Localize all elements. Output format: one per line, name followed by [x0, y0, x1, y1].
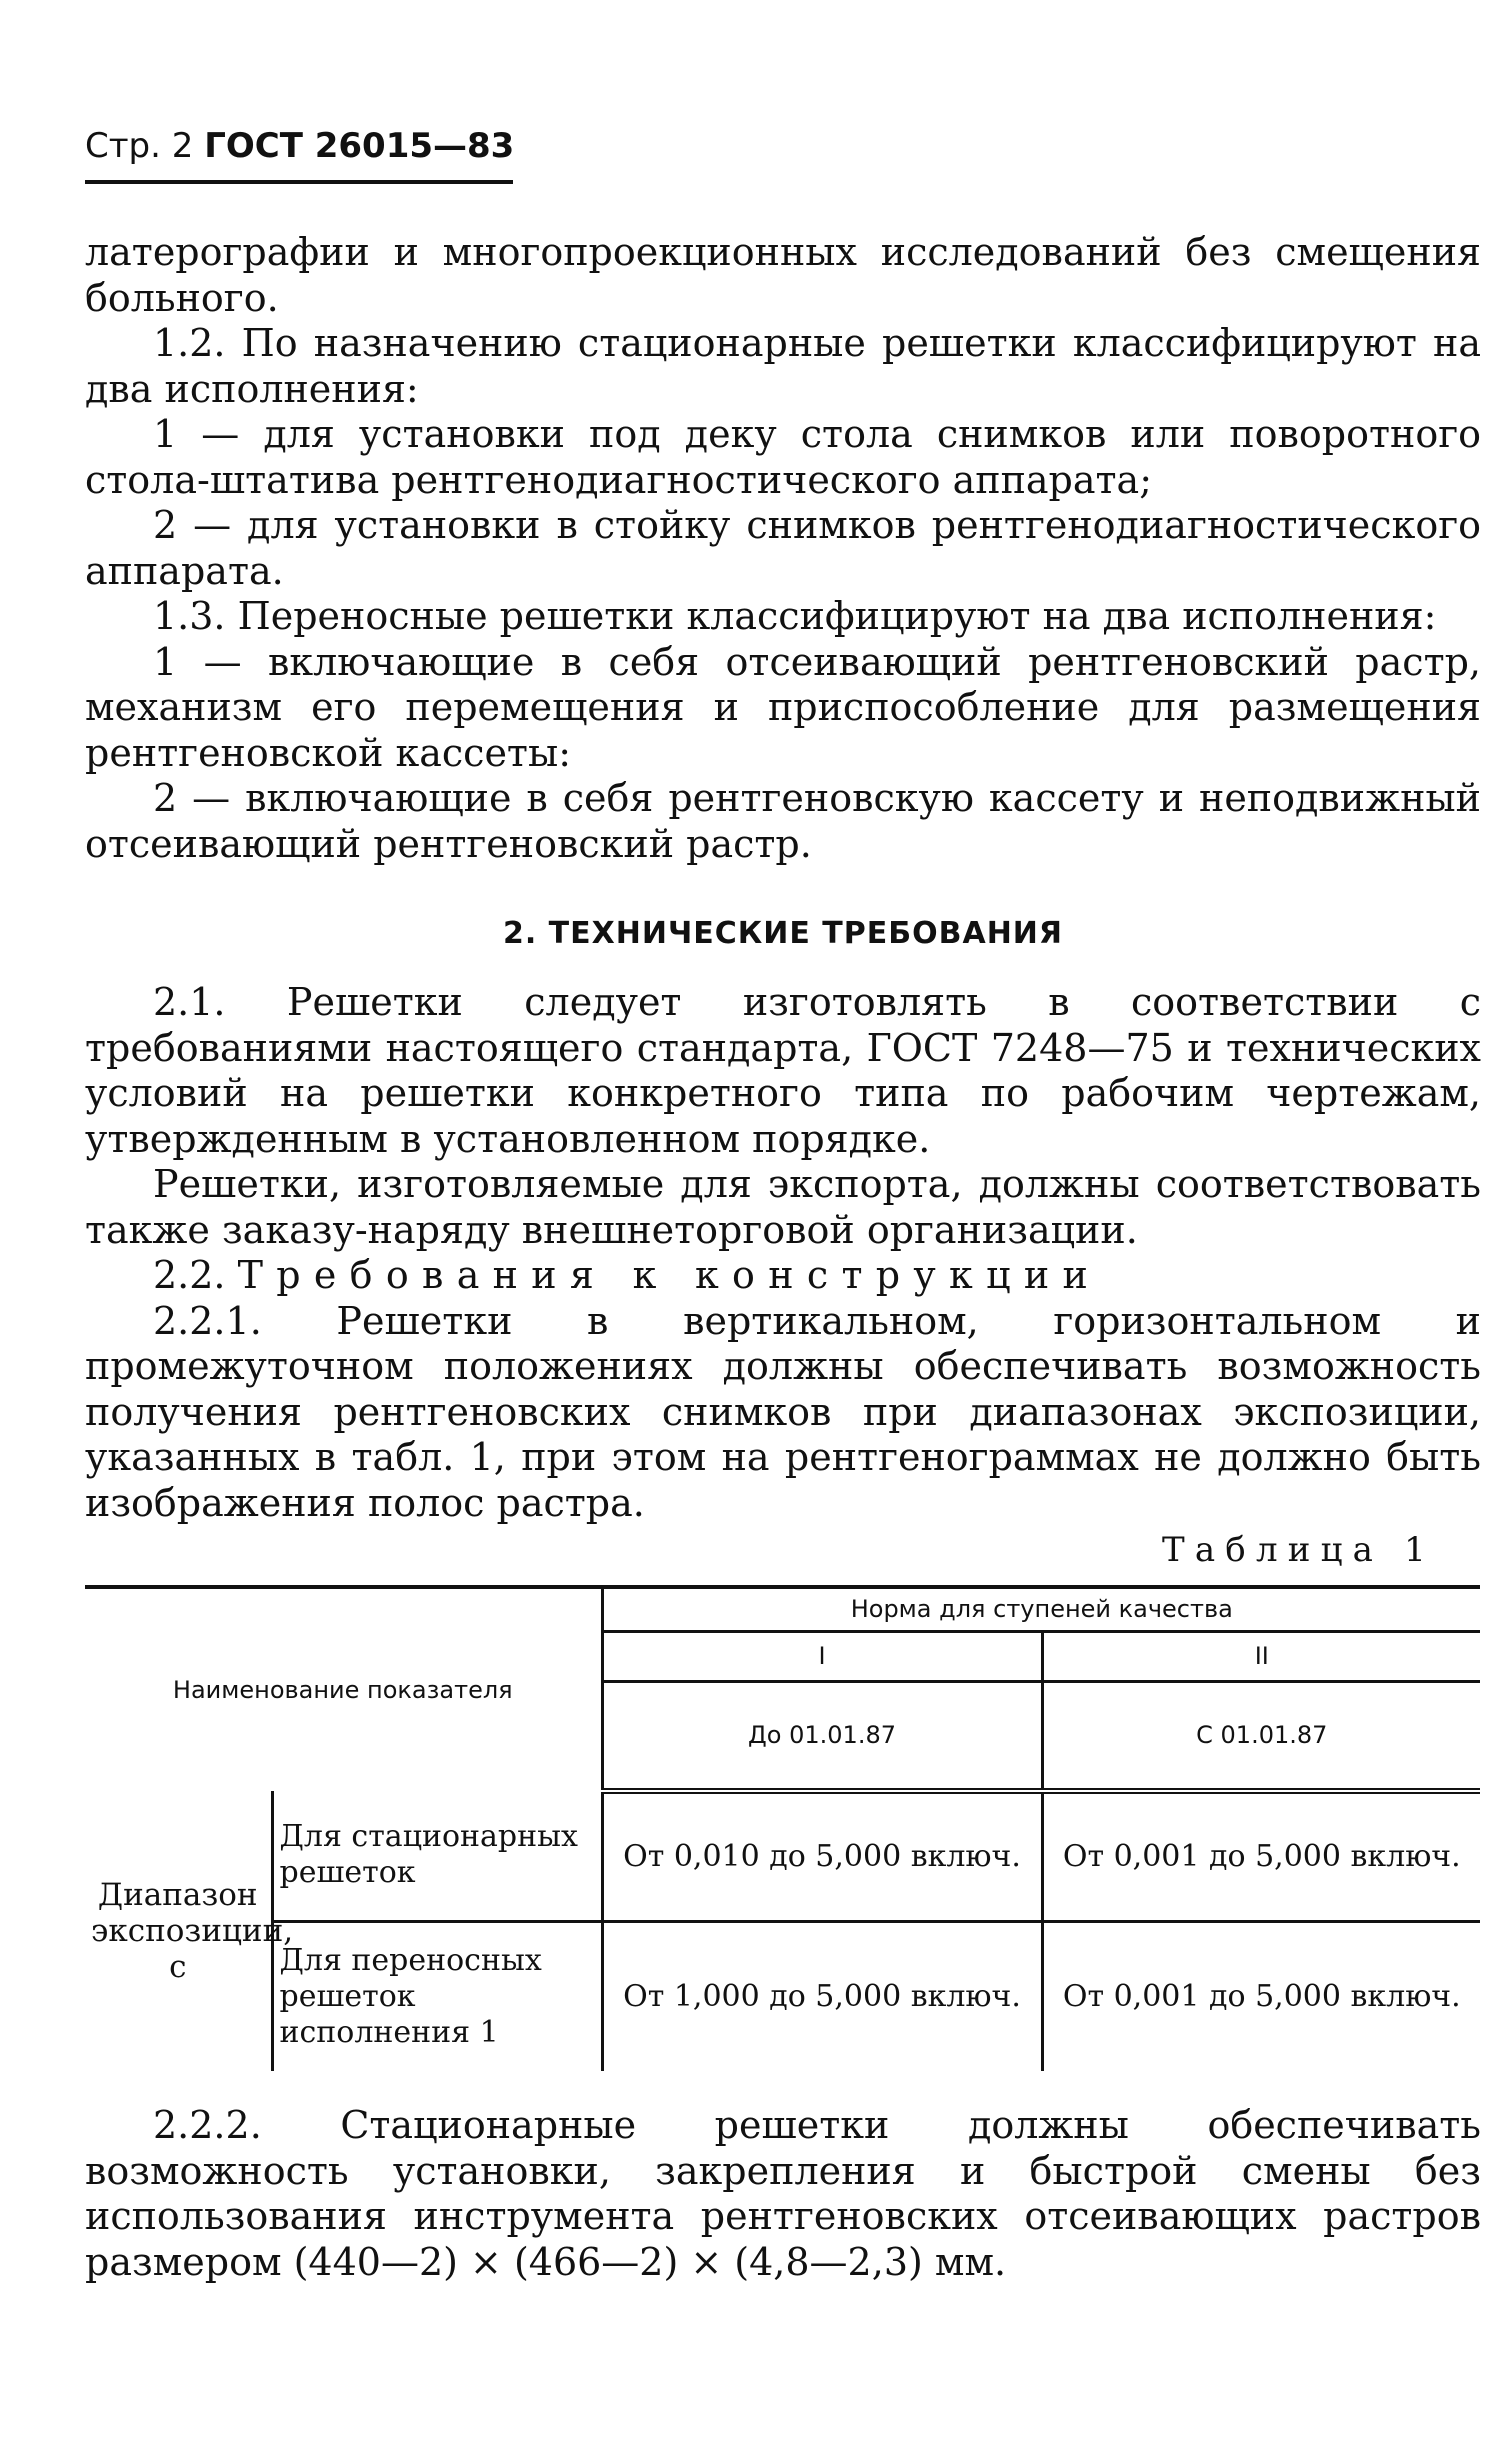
paragraph: 2.2.1. Решетки в вертикальном, горизонтальном и промежуточном положениях должны обеспечивать возможность получения рентгеновских снимков при диапазонах экспозиции, указанных в табл. 1, при этом на рентгенограммах не должно быть изображения полос растра. — [85, 1298, 1481, 1525]
after-table-text — [85, 2103, 1481, 2285]
paragraph: латерографии и многопроекционных исследований без смещения больного. — [85, 230, 1481, 320]
subsection-title: Требования к конструкции — [237, 1253, 1102, 1297]
standard-number: ГОСТ 26015—83 — [204, 126, 515, 166]
intro-text — [85, 230, 1481, 867]
row-label: Для переносных решеток исполнения 1 — [272, 1921, 602, 2071]
header-rule — [85, 180, 513, 184]
col-header-name: Наименование показателя — [85, 1587, 602, 1791]
table-caption: Таблица 1 — [1161, 1530, 1436, 1570]
paragraph: 2 — включающие в себя рентгеновскую кассету и неподвижный отсеивающий рентгеновский растр. — [85, 776, 1481, 866]
table-row — [85, 1791, 1480, 1921]
row-group-label: Диапазон экспозиции, с — [91, 1877, 294, 1985]
subsection-number: 2.2. — [153, 1253, 226, 1297]
paragraph: Решетки, изготовляемые для экспорта, должны соответствовать также заказу-наряду внешнеторговой организации. — [85, 1162, 1481, 1252]
section-heading: 2. ТЕХНИЧЕСКИЕ ТРЕБОВАНИЯ — [502, 916, 1064, 951]
row-value-grade-1: От 1,000 до 5,000 включ. — [602, 1921, 1042, 2071]
subsection-heading — [85, 1253, 1481, 1299]
paragraph: 1.2. По назначению стационарные решетки классифицируют на два исполнения: — [85, 321, 1481, 411]
paragraph: 2.1. Решетки следует изготовлять в соответствии с требованиями настоящего стандарта, ГОСТ 7248—75 и технических условий на решетки конкретного типа по рабочим чертежам, утвержденным в установленном порядке. — [85, 980, 1481, 1161]
page-label: Стр. 2 — [85, 126, 194, 166]
table-1 — [85, 1585, 1480, 2071]
date-1-header: До 01.01.87 — [602, 1681, 1042, 1791]
table-row — [85, 1921, 1480, 2071]
paragraph: 1 — для установки под деку стола снимков или поворотного стола-штатива рентгенодиагностического аппарата; — [85, 412, 1481, 502]
paragraph: 2.2.2. Стационарные решетки должны обеспечивать возможность установки, закрепления и быстрой смены без использования инструмента рентгеновских отсеивающих растров размером (440—2) × (466—2) × (4,8—2,3) мм. — [85, 2103, 1481, 2284]
grade-2-header: II — [1042, 1631, 1480, 1681]
paragraph: 1 — включающие в себя отсеивающий рентгеновский растр, механизм его перемещения и приспособление для размещения рентгеновской кассеты: — [85, 639, 1481, 775]
section2-text — [85, 980, 1481, 1526]
grade-1-header: I — [602, 1631, 1042, 1681]
col-header-norm: Норма для ступеней качества — [602, 1587, 1480, 1631]
row-label: Для стационарных решеток — [272, 1791, 602, 1921]
paragraph: 1.3. Переносные решетки классифицируют на два исполнения: — [153, 594, 1437, 638]
date-2-header: С 01.01.87 — [1042, 1681, 1480, 1791]
paragraph: 2 — для установки в стойку снимков рентгенодиагностического аппарата. — [85, 503, 1481, 593]
row-value-grade-1: От 0,010 до 5,000 включ. — [602, 1791, 1042, 1921]
row-value-grade-2: От 0,001 до 5,000 включ. — [1042, 1791, 1480, 1921]
row-value-grade-2: От 0,001 до 5,000 включ. — [1042, 1921, 1480, 2071]
page-header — [85, 126, 514, 166]
